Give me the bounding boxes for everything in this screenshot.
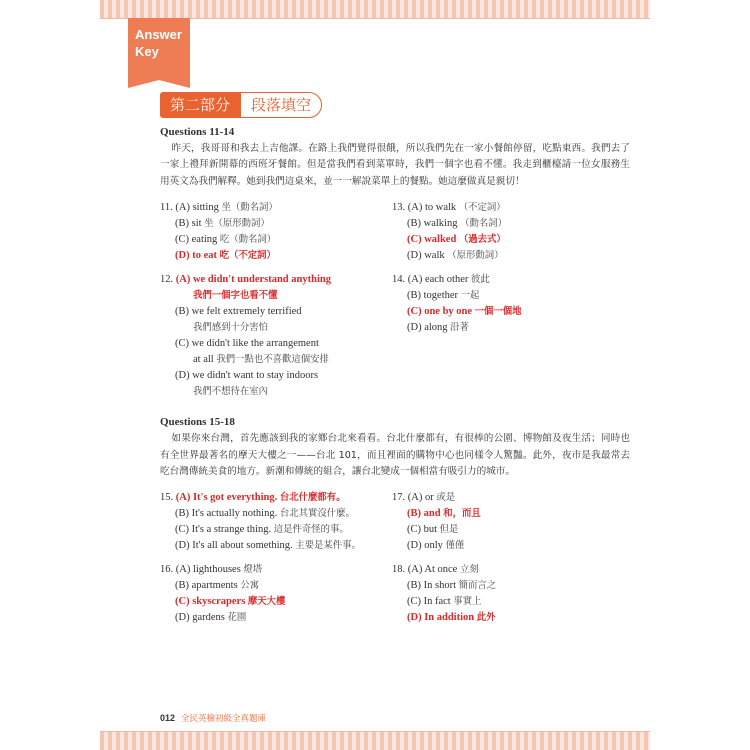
q16-option-d-zh: 花園 (227, 612, 247, 624)
question-18 (392, 562, 624, 626)
q12-option-b-zh: 我們感到十分害怕 (193, 322, 269, 334)
book-title: 全民英檢初級全真題庫 (181, 714, 267, 724)
q11-option-b: (B) sit (175, 218, 202, 230)
q18-option-c: (C) In fact (407, 596, 451, 608)
q15-option-a: (A) It's got everything. (175, 492, 278, 504)
badge-line2: Key (135, 44, 159, 59)
q18-option-b: (B) In short (407, 580, 456, 592)
q15-correct-answer (160, 490, 392, 506)
q18-option-c-zh: 事實上 (453, 596, 482, 608)
q18-option-d: (D) In addition (407, 612, 475, 624)
q11-option-d: (D) to eat (175, 250, 217, 262)
q16-option-b-zh: 公寓 (240, 580, 260, 592)
q13-option-c: (C) walked (407, 234, 457, 246)
answers-15-18 (160, 490, 630, 634)
q13-option-c-zh: （過去式） (458, 234, 506, 246)
q18-number: 18. (392, 564, 406, 576)
page-number: 012 (160, 713, 176, 723)
q14-option-a: (A) each other (407, 274, 469, 286)
q16-option-c-zh: 摩天大樓 (247, 596, 286, 608)
q17-option-d-zh: 僅僅 (445, 540, 465, 552)
passage-11-14: 昨天，我哥哥和我去上吉他課。在路上我們覺得很餓，所以我們先在一家小餐館停留，吃點東西。我們去了一家上禮拜新開幕的西班牙餐館。但是當我們看到菜單時，我們一個字也看不懂。我走到櫃檯請一位女服務生用英文為我們解釋。她到我們這桌來，並一一解說菜單上的餐點。她這麼做真是親切！ (160, 143, 630, 187)
q13-option-a: (A) to walk (407, 202, 457, 214)
q14-number: 14. (392, 274, 406, 286)
q16-option-d: (D) gardens (175, 612, 225, 624)
q12-option-c-zh: 我們一點也不喜歡這個安排 (216, 354, 329, 366)
q12-correct-answer (160, 272, 392, 288)
q11-option-b-zh: 坐（原形動詞） (204, 218, 270, 230)
q13-option-b-zh: （動名詞） (460, 218, 507, 230)
q12-option-d: (D) we didn't want to stay indoors (175, 370, 319, 382)
q16-option-c: (C) skyscrapers (175, 596, 246, 608)
q11-option-c-zh: 吃（動名詞） (219, 234, 277, 246)
q16-option-b: (B) apartments (175, 580, 238, 592)
q13-option-d: (D) walk (407, 250, 445, 262)
q14-option-a-zh: 彼此 (471, 274, 490, 286)
top-stripe-border (100, 0, 650, 18)
answer-column-right (392, 200, 624, 408)
question-15 (160, 490, 392, 554)
section-subtitle: 段落填空 (240, 92, 322, 118)
question-12 (160, 272, 392, 400)
q15-option-b: (B) It's actually nothing. (175, 508, 278, 520)
q17-option-a-zh: 或是 (436, 492, 456, 504)
q16-option-a: (A) lighthouses (175, 564, 241, 576)
q12-option-b: (B) we felt extremely terrified (175, 306, 302, 318)
q13-option-d-zh: （原形動詞） (447, 250, 504, 262)
question-11 (160, 200, 392, 264)
q17-option-d: (D) only (407, 540, 443, 552)
q11-number: 11. (160, 202, 173, 214)
q13-option-a-zh: （不定詞） (458, 202, 506, 214)
answer-column-left (160, 200, 392, 408)
q17-option-b: (B) and (407, 508, 441, 520)
answers-11-14 (160, 200, 630, 408)
q17-number: 17. (392, 492, 406, 504)
answer-key-badge (128, 18, 190, 80)
q14-option-d: (D) along (407, 322, 448, 334)
question-14 (392, 272, 624, 336)
q18-option-a: (A) At once (407, 564, 458, 576)
q12-option-c-cont: at all (193, 354, 214, 366)
q16-correct-answer (160, 594, 392, 610)
q11-option-c: (C) eating (175, 234, 218, 246)
q13-option-b: (B) walking (407, 218, 458, 230)
q12-option-a-zh: 我們一個字也看不懂 (193, 290, 278, 302)
q16-number: 16. (160, 564, 174, 576)
q15-option-d: (D) It's all about something. (175, 540, 293, 552)
q15-option-b-zh: 台北其實沒什麼。 (279, 508, 355, 520)
q18-option-d-zh: 此外 (476, 612, 496, 624)
page-footer (160, 712, 266, 724)
q14-option-b-zh: 一起 (460, 290, 480, 302)
q13-correct-answer (392, 232, 624, 248)
question-13 (392, 200, 624, 264)
q15-option-a-zh: 台北什麼都有。 (279, 492, 346, 504)
q15-number: 15. (160, 492, 174, 504)
question-16 (160, 562, 392, 626)
section-title: 第二部分 (160, 92, 240, 118)
q14-option-b: (B) together (407, 290, 459, 302)
q17-correct-answer (392, 506, 624, 522)
q16-option-a-zh: 燈塔 (243, 564, 263, 576)
q11-option-d-zh: 吃（不定詞） (219, 250, 276, 262)
q14-correct-answer (392, 304, 624, 320)
badge-line1: Answer (135, 27, 182, 42)
section-header (160, 92, 322, 118)
q17-option-c-zh: 但是 (439, 524, 459, 536)
answer-column-left-2 (160, 490, 392, 634)
q15-option-c: (C) It's a strange thing. (175, 524, 272, 536)
q15-option-c-zh: 這是件奇怪的事。 (273, 524, 349, 536)
q14-option-c: (C) one by one (407, 306, 473, 318)
q17-option-a: (A) or (407, 492, 434, 504)
answer-column-right-2 (392, 490, 624, 634)
q14-option-d-zh: 沿著 (450, 322, 469, 334)
q11-option-a: (A) sitting (175, 202, 219, 214)
q11-correct-answer (160, 248, 392, 264)
q12-option-c: (C) we didn't like the arrangement (175, 338, 319, 350)
q13-number: 13. (392, 202, 406, 214)
q12-option-d-zh: 我們不想待在室內 (193, 386, 269, 398)
q12-option-a: (A) we didn't understand anything (175, 274, 331, 286)
q11-option-a-zh: 坐（動名詞） (221, 202, 278, 214)
q18-option-a-zh: 立刻 (459, 564, 479, 576)
answer-content (160, 124, 630, 634)
q18-option-b-zh: 簡而言之 (458, 580, 497, 592)
q17-option-b-zh: 和，而且 (443, 508, 481, 520)
q15-option-d-zh: 主要是某件事。 (295, 540, 361, 552)
question-17 (392, 490, 624, 554)
bottom-stripe-border (100, 732, 650, 750)
bottom-stripe-edge (100, 731, 650, 732)
q14-option-c-zh: 一個一個地 (474, 306, 522, 318)
passage-15-18: 如果你來台灣，首先應該到我的家鄉台北來看看。台北什麼都有，有很棒的公園、博物館及夜生活；同時也有全世界最著名的摩天大樓之一——台北 101，而且裡面的購物中心也同樣令人驚豔。此外，夜市是我最常去吃台灣傳統美食的地方。新潮和傳統的組合，讓台北變成一個相當有吸引力的城市。 (160, 433, 630, 478)
questions-11-14-heading: Questions 11-14 (160, 126, 235, 138)
questions-15-18-heading: Questions 15-18 (160, 416, 235, 429)
q18-correct-answer (392, 610, 624, 626)
q17-option-c: (C) but (407, 524, 438, 536)
q12-number: 12. (160, 274, 174, 286)
